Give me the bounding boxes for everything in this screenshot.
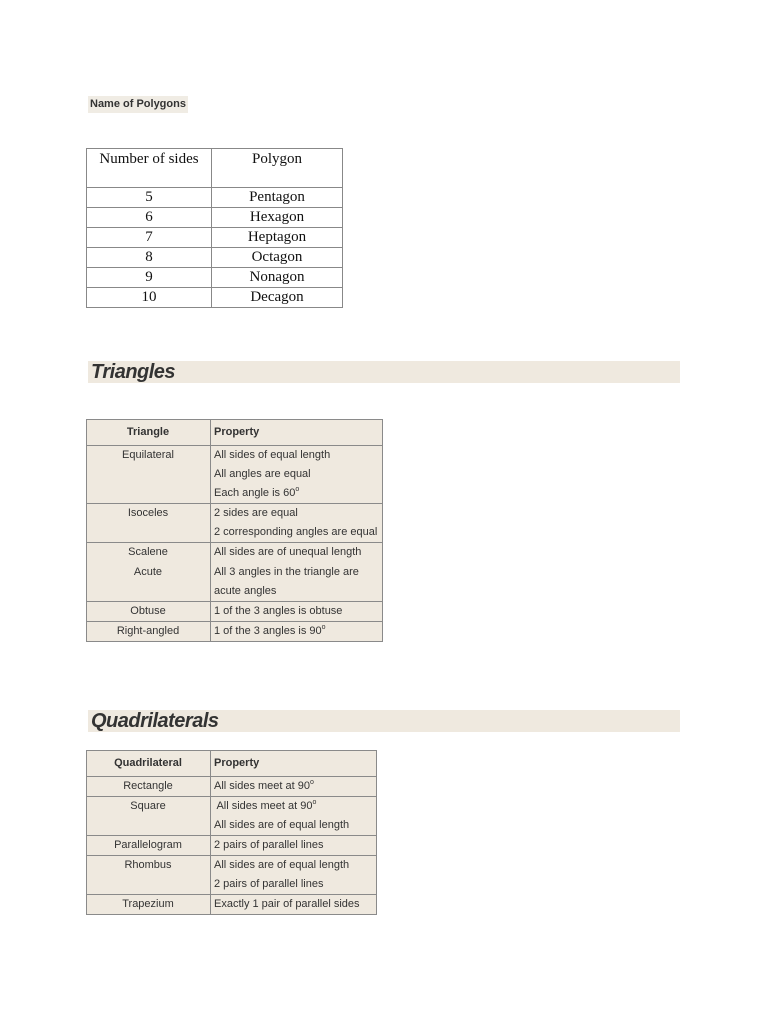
triangle-name-group	[87, 543, 211, 602]
polygons-table	[86, 148, 343, 308]
property-cell	[211, 777, 377, 797]
polygon-cell: Hexagon	[212, 208, 343, 228]
property-line	[214, 797, 372, 816]
triangle-name: Obtuse	[87, 602, 211, 622]
property-line: 2 sides are equal	[214, 507, 298, 519]
property-line	[214, 622, 378, 641]
table-row	[87, 188, 343, 208]
triangle-name: Isoceles	[87, 504, 211, 543]
property-line: 1 of the 3 angles is obtuse	[214, 605, 343, 617]
polygon-cell: Octagon	[212, 248, 343, 268]
sides-cell: 6	[87, 208, 212, 228]
quadrilateral-name: Square	[87, 797, 211, 836]
property-text: 1 of the 3 angles is 90	[214, 625, 322, 637]
table-row	[87, 602, 383, 622]
property-line: All sides are of unequal length	[214, 546, 362, 558]
property-cell	[211, 836, 377, 856]
property-line: Exactly 1 pair of parallel sides	[214, 898, 360, 910]
table-row	[87, 208, 343, 228]
table-row	[87, 622, 383, 642]
header-property: Property	[211, 420, 383, 446]
property-cell	[211, 622, 383, 642]
property-line: All sides are of equal length	[214, 819, 350, 831]
polygons-heading: Name of Polygons	[88, 96, 188, 113]
triangles-title: Triangles	[91, 361, 176, 383]
property-text: All sides meet at 90	[214, 800, 313, 812]
degree-symbol: o	[312, 799, 317, 806]
property-cell	[211, 543, 383, 602]
header-polygon: Polygon	[212, 149, 343, 188]
polygon-cell: Heptagon	[212, 228, 343, 248]
property-line: All sides of equal length	[214, 449, 331, 461]
property-line: All 3 angles in the triangle are acute angles	[214, 566, 359, 597]
triangle-name: Acute	[133, 566, 163, 578]
quadrilateral-name: Rectangle	[87, 777, 211, 797]
property-cell	[211, 895, 377, 915]
property-cell	[211, 797, 377, 836]
sides-cell: 10	[87, 288, 212, 308]
table-row	[87, 895, 377, 915]
triangle-name: Scalene	[128, 546, 168, 558]
table-row	[87, 268, 343, 288]
property-text: Each angle is 60	[214, 487, 296, 499]
property-cell	[211, 602, 383, 622]
table-row	[87, 228, 343, 248]
header-property: Property	[211, 751, 377, 777]
property-cell	[211, 856, 377, 895]
property-line: 2 corresponding angles are equal	[214, 526, 378, 538]
property-cell	[211, 504, 383, 543]
table-header-row	[87, 751, 377, 777]
table-row	[87, 797, 377, 836]
header-triangle: Triangle	[87, 420, 211, 446]
sides-cell: 9	[87, 268, 212, 288]
property-line	[214, 484, 378, 503]
polygon-cell: Nonagon	[212, 268, 343, 288]
property-text: All sides meet at 90	[214, 780, 310, 792]
sides-cell: 7	[87, 228, 212, 248]
table-row	[87, 446, 383, 504]
degree-symbol: o	[295, 486, 300, 493]
property-line: 2 pairs of parallel lines	[214, 839, 324, 851]
table-header-row	[87, 149, 343, 188]
property-line: All sides are of equal length	[214, 859, 350, 871]
quadrilateral-name: Trapezium	[87, 895, 211, 915]
quadrilaterals-section-band	[88, 710, 680, 732]
table-row	[87, 836, 377, 856]
quadrilaterals-title: Quadrilaterals	[91, 710, 219, 732]
property-line: 2 pairs of parallel lines	[214, 878, 324, 890]
property-line	[214, 777, 372, 796]
polygon-cell: Decagon	[212, 288, 343, 308]
polygon-cell: Pentagon	[212, 188, 343, 208]
quadrilateral-name: Parallelogram	[87, 836, 211, 856]
triangle-name: Right-angled	[87, 622, 211, 642]
header-quadrilateral: Quadrilateral	[87, 751, 211, 777]
sides-cell: 5	[87, 188, 212, 208]
table-row	[87, 288, 343, 308]
table-row	[87, 856, 377, 895]
quadrilaterals-table	[86, 750, 377, 915]
sides-cell: 8	[87, 248, 212, 268]
property-line: All angles are equal	[214, 468, 311, 480]
table-row	[87, 543, 383, 602]
table-row	[87, 777, 377, 797]
table-header-row	[87, 420, 383, 446]
property-cell	[211, 446, 383, 504]
table-row	[87, 504, 383, 543]
triangles-table	[86, 419, 383, 642]
degree-symbol: o	[310, 779, 314, 786]
quadrilateral-name: Rhombus	[87, 856, 211, 895]
header-number-of-sides: Number of sides	[87, 149, 212, 188]
triangles-section-band	[88, 361, 680, 383]
triangle-name: Equilateral	[87, 446, 211, 504]
degree-symbol: o	[321, 624, 326, 631]
table-row	[87, 248, 343, 268]
